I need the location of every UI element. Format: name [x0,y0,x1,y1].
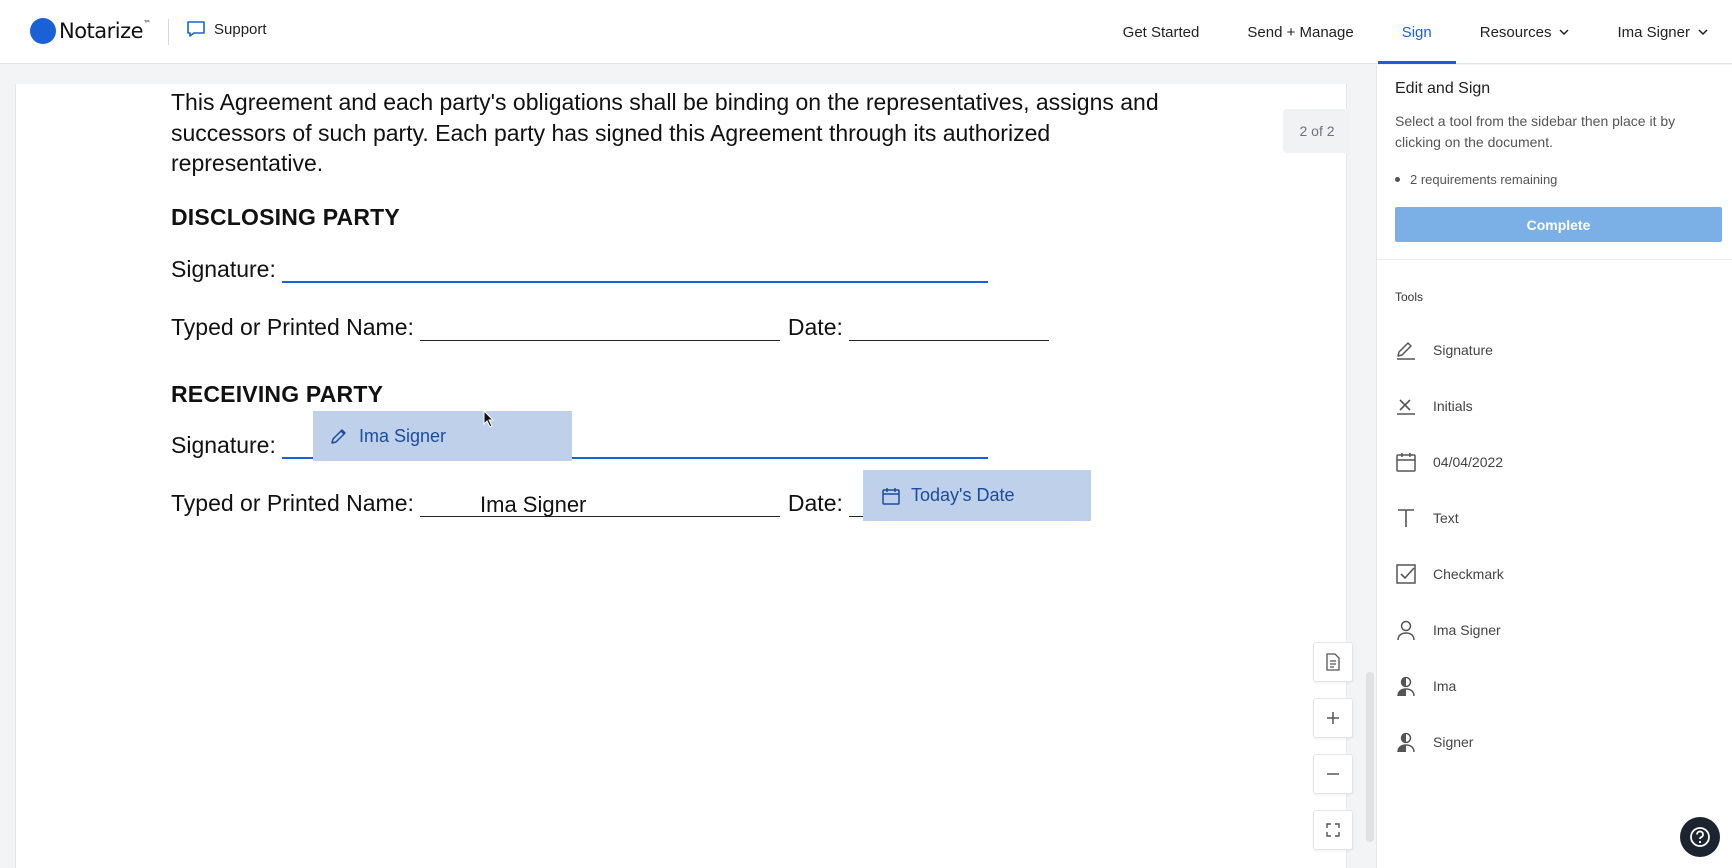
top-navbar [0,0,1732,64]
support-label: Support [214,20,267,38]
disclosing-party-heading: DISCLOSING PARTY [171,204,400,230]
tool-label: Signer [1433,734,1474,750]
date-line [849,319,1049,341]
nav-divider [168,19,169,45]
zoom-out-button[interactable] [1313,754,1353,794]
chat-bubble-icon [186,20,206,38]
sidebar-description: Select a tool from the sidebar then place it by clicking on the document. [1395,113,1676,150]
person-icon [1395,619,1417,641]
notarize-logo-mark [30,18,56,44]
nav-user-menu[interactable]: Ima Signer [1593,0,1732,64]
document-view-button[interactable] [1313,642,1353,682]
tool-text[interactable] [1395,490,1715,546]
tool-label: 04/04/2022 [1433,454,1504,470]
chevron-down-icon [1559,29,1569,35]
receiving-signature-row [171,432,988,459]
pen-icon [1395,339,1417,361]
requirements-text: 2 requirements remaining [1410,172,1558,187]
checkbox-icon [1395,563,1417,585]
complete-button[interactable]: Complete [1395,207,1722,242]
tool-initials[interactable] [1395,378,1715,434]
question-mark-icon [1689,826,1711,848]
document-scrollbar[interactable] [1366,672,1374,842]
tool-list [1395,322,1715,770]
typed-name-value: Ima Signer [480,492,587,517]
calendar-icon [881,486,901,506]
signature-field-tag[interactable] [313,411,572,461]
sidebar-divider [1377,259,1732,260]
support-link[interactable] [186,20,267,38]
text-icon [1395,507,1417,529]
edit-sign-sidebar [1376,65,1732,868]
date-label: Date: [787,490,843,516]
brand-name: Notarize™ [59,19,151,43]
tool-last-name[interactable] [1395,714,1715,770]
expand-icon [1326,823,1340,837]
pen-icon [329,426,349,446]
document-icon [1325,653,1341,671]
date-label: Date: [787,314,843,340]
signature-field-label: Ima Signer [359,425,447,446]
page-counter: 2 of 2 [1283,109,1351,153]
plus-icon [1326,711,1340,725]
tool-label: Ima [1433,678,1457,694]
notarize-logo[interactable] [30,18,151,44]
signature-line [282,261,988,283]
bullet-icon [1395,177,1400,182]
tools-label: Tools [1395,290,1424,304]
person-half-icon [1395,731,1417,753]
signature-label: Signature: [171,256,276,282]
minus-icon [1326,767,1340,781]
sidebar-title: Edit and Sign [1395,80,1491,97]
tool-label: Signature [1433,342,1493,358]
agreement-paragraph: This Agreement and each party's obligations shall be binding on the representatives, assigns and successors of such party. Each party has signed this Agreement through its authorized representative. [171,89,1159,176]
nav-send-manage[interactable]: Send + Manage [1247,23,1354,41]
nav-sign[interactable]: Sign [1378,0,1456,64]
date-field-tag[interactable] [863,470,1091,521]
tool-checkmark[interactable] [1395,546,1715,602]
tool-full-name[interactable] [1395,602,1715,658]
disclosing-signature-row [171,256,988,283]
tool-date[interactable] [1395,434,1715,490]
help-button[interactable] [1680,817,1720,857]
mouse-cursor-icon [483,410,495,428]
document-page[interactable] [15,84,1347,868]
person-half-icon [1395,675,1417,697]
typed-name-label: Typed or Printed Name: [171,314,414,340]
nav-resources[interactable]: Resources [1456,0,1594,64]
requirements-remaining [1395,172,1557,187]
main-nav [1099,0,1732,64]
signature-label: Signature: [171,432,276,458]
tool-signature[interactable] [1395,322,1715,378]
document-viewer [0,65,1376,868]
chevron-down-icon [1698,29,1708,35]
typed-name-label: Typed or Printed Name: [171,490,414,516]
calendar-icon [1395,451,1417,473]
zoom-tools [1313,642,1353,866]
disclosing-name-row [171,314,1049,341]
tool-label: Checkmark [1433,566,1504,582]
receiving-party-heading: RECEIVING PARTY [171,381,384,407]
typed-name-line [420,319,780,341]
tool-label: Initials [1433,398,1473,414]
tool-label: Ima Signer [1433,622,1501,638]
typed-name-line [420,495,780,517]
nav-get-started[interactable]: Get Started [1122,23,1200,41]
x-mark-icon [1395,395,1417,417]
fit-to-screen-button[interactable] [1313,810,1353,850]
tool-first-name[interactable] [1395,658,1715,714]
zoom-in-button[interactable] [1313,698,1353,738]
date-field-label: Today's Date [911,485,1015,505]
tool-label: Text [1433,510,1459,526]
